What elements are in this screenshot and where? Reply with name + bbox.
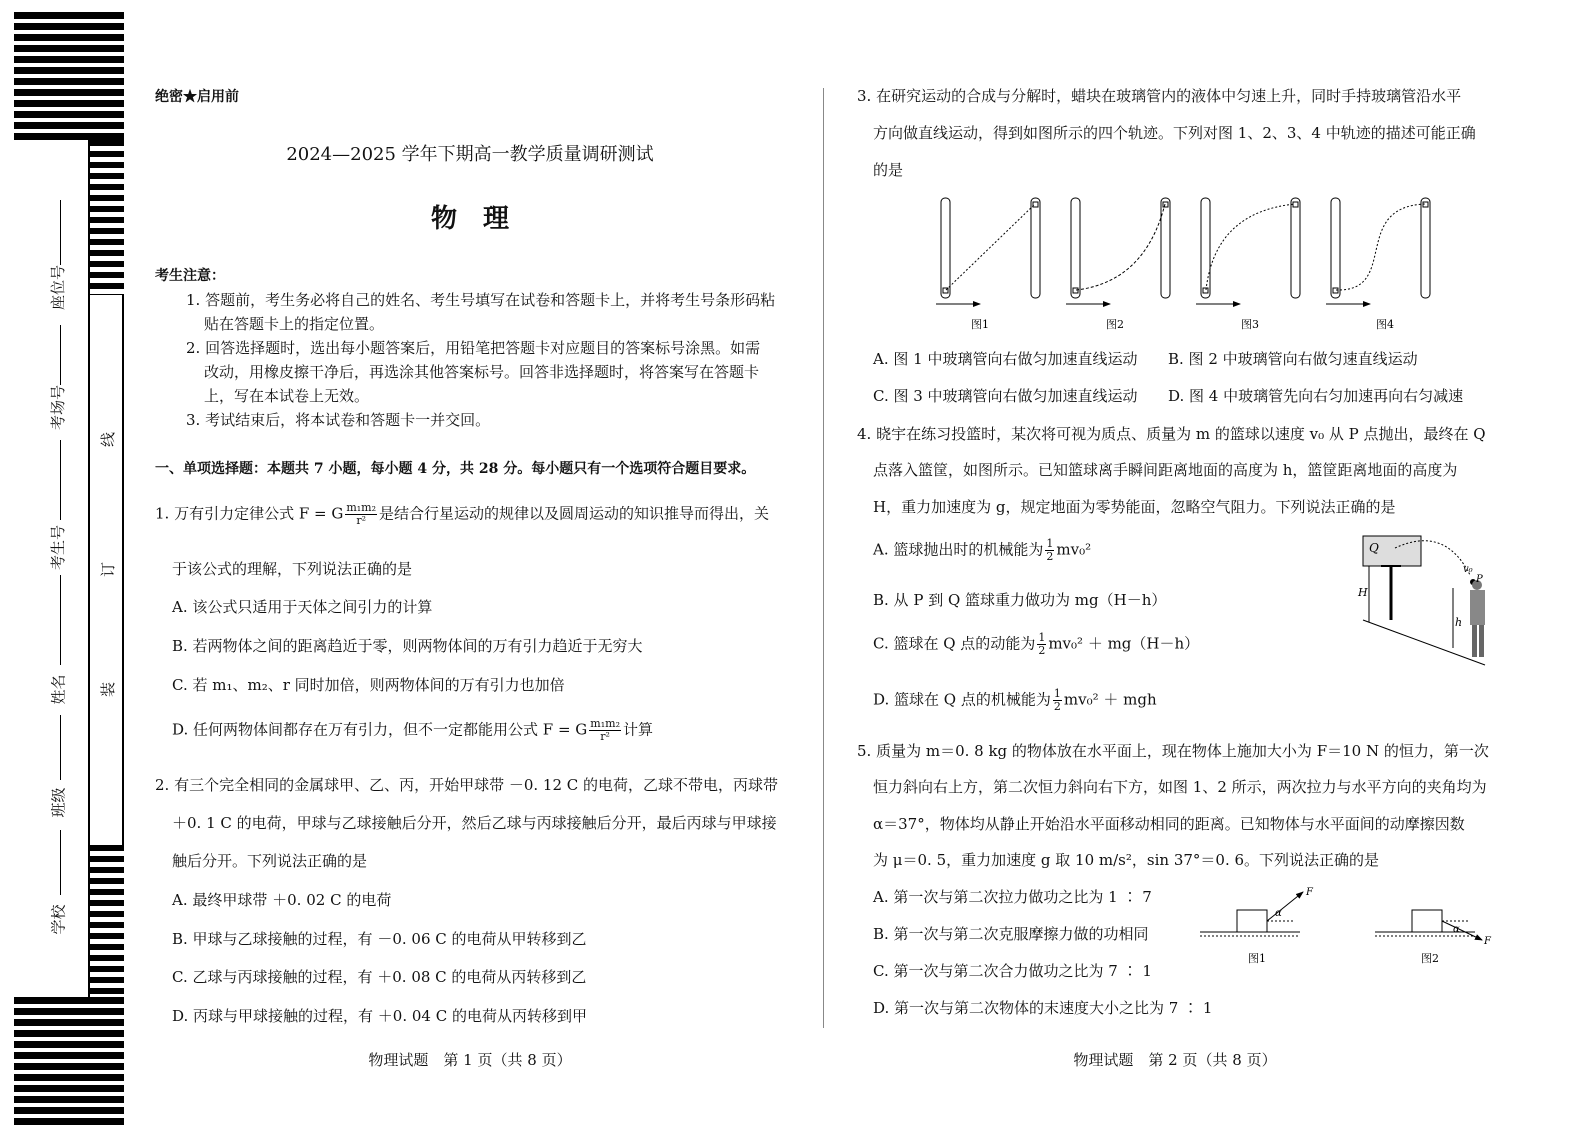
barcode-bar — [14, 122, 124, 129]
question-5-stem: 5. 质量为 m＝0. 8 kg 的物体放在水平面上，现在物体上施加大小为 F＝10 N 的恒力，第一次 — [857, 742, 1489, 760]
force-figure-2 — [1370, 882, 1495, 972]
question-4-stem: 4. 晓宇在练习投篮时，某次将可视为质点、质量为 m 的篮球以速度 v₀ 从 P 点抛出，最终在 Q — [857, 425, 1486, 443]
trajectory-figure-2 — [1066, 198, 1170, 304]
question-1-option-d: D. 任何两物体间都存在万有引力，但不一定都能用公式 F = G $\frac{\text{m₁m₂}}{\text{r²}}$ 计算 — [172, 717, 653, 743]
school-line[interactable] — [60, 830, 61, 895]
exam-room-label: 考场号 — [49, 384, 68, 431]
question-3-stem-line3: 的是 — [873, 161, 904, 179]
question-5-stem-line4: 为 μ＝0. 5，重力加速度 g 取 10 m/s²，sin 37°＝0. 6。下列说法正确的是 — [873, 851, 1380, 869]
question-2-option-d: D. 丙球与甲球接触的过程，有 ＋0. 04 C 的电荷从丙转移到甲 — [172, 1007, 587, 1025]
label-h: h — [1455, 616, 1463, 629]
basketball-figure — [1355, 530, 1500, 670]
question-2-stem: 2. 有三个完全相同的金属球甲、乙、丙，开始甲球带 －0. 12 C 的电荷，乙球不带电，丙球带 — [155, 776, 779, 794]
page-divider — [823, 88, 824, 1028]
notice-title: 考生注意： — [155, 268, 225, 284]
barcode-bar — [14, 56, 124, 63]
trajectory-figure-3 — [1196, 198, 1300, 304]
label-v0: v₀ — [1463, 564, 1473, 575]
binding-rule — [122, 295, 124, 845]
barcode-bar — [14, 34, 124, 41]
question-3-figure — [930, 192, 1450, 337]
class-line[interactable] — [60, 715, 61, 780]
page-2-footer: 物理试题 第 2 页（共 8 页） — [1073, 1051, 1277, 1069]
question-3-stem: 3. 在研究运动的合成与分解时，蜡块在玻璃管内的液体中匀速上升，同时手持玻璃管沿水平 — [857, 87, 1462, 105]
barcode-bar — [14, 12, 124, 19]
secret-tag: 绝密★启用前 — [155, 89, 239, 105]
notice-item: 2. 回答选择题时，选出每小题答案后，用铅笔把答题卡对应题目的答案标号涂黑。如需 — [186, 339, 761, 357]
section-title: 一、单项选择题：本题共 7 小题，每小题 4 分，共 28 分。每小题只有一个选项符合题目要求。 — [155, 461, 756, 477]
notice-item: 1. 答题前，考生务必将自己的姓名、考生号填写在试卷和答题卡上，并将考生号条形码粘 — [186, 291, 776, 309]
question-5-stem-line2: 恒力斜向右上方，第二次恒力斜向右下方，如图 1、2 所示，两次拉力与水平方向的夹角均为 — [873, 778, 1487, 796]
question-1-option-b: B. 若两物体之间的距离趋近于零，则两物体间的万有引力趋近于无穷大 — [172, 637, 643, 655]
question-5-option-a: A. 第一次与第二次拉力做功之比为 1 ∶ 7 — [873, 888, 1152, 906]
question-4-option-b: B. 从 P 到 Q 篮球重力做功为 mg（H－h） — [873, 591, 1167, 609]
question-3-stem-line2: 方向做直线运动，得到如图所示的四个轨迹。下列对图 1、2、3、4 中轨迹的描述可能正确 — [873, 124, 1476, 142]
notice-item: 上，写在本试卷上无效。 — [204, 387, 370, 405]
force-label-F: F — [1484, 936, 1491, 947]
barcode-column-lower — [90, 845, 124, 995]
barcode-block-bottom — [14, 997, 124, 1125]
candidate-number-line[interactable] — [60, 440, 61, 520]
figure-1-label: 图1 — [971, 318, 989, 331]
question-2-option-b: B. 甲球与乙球接触的过程，有 －0. 06 C 的电荷从甲转移到乙 — [172, 930, 587, 948]
label-Q: Q — [1369, 541, 1379, 555]
question-4-stem-line3: H，重力加速度为 g，规定地面为零势能面，忽略空气阻力。下列说法正确的是 — [873, 498, 1396, 516]
question-2-stem-line2: ＋0. 1 C 的电荷，甲球与乙球接触后分开，然后乙球与丙球接触后分开，最后丙球与甲球接 — [172, 814, 777, 832]
label-H: H — [1358, 586, 1368, 599]
question-4-stem-line2: 点落入篮筐，如图所示。已知篮球离手瞬间距离地面的高度为 h，篮筐距离地面的高度为 — [873, 461, 1458, 479]
notice-item: 改动，用橡皮擦干净后，再选涂其他答案标号。回答非选择题时，将答案写在答题卡 — [204, 363, 760, 381]
question-3-option-b: B. 图 2 中玻璃管向右做匀速直线运动 — [1168, 350, 1418, 368]
question-5-option-c: C. 第一次与第二次合力做功之比为 7 ∶ 1 — [873, 962, 1152, 980]
force-figure-1 — [1195, 882, 1313, 972]
notice-item: 3. 考试结束后，将本试卷和答题卡一并交回。 — [186, 411, 491, 429]
question-2-stem-line3: 触后分开。下列说法正确的是 — [172, 852, 368, 870]
notice-item: 贴在答题卡上的指定位置。 — [204, 315, 385, 333]
candidate-number-label: 考生号 — [49, 524, 68, 571]
subject-title: 物 理 — [430, 204, 509, 234]
force-label-F: F — [1306, 887, 1313, 898]
barcode-bar — [14, 23, 124, 30]
cut-mark-line: 线 — [99, 431, 118, 448]
barcode-bar — [14, 133, 124, 140]
seat-number-label: 座位号 — [49, 264, 68, 311]
class-label: 班级 — [49, 787, 68, 818]
question-1-option-c: C. 若 m₁、m₂、r 同时加倍，则两物体间的万有引力也加倍 — [172, 676, 565, 694]
barcode-bar — [14, 100, 124, 107]
question-4-option-d: D. 篮球在 Q 点的机械能为 $\frac{1}{2}$ mv₀² ＋ mgh — [873, 687, 1157, 713]
label-P: P — [1476, 574, 1483, 585]
barcode-bar — [14, 89, 124, 96]
figure-2-label: 图2 — [1106, 318, 1124, 331]
trajectory-figure-4 — [1326, 198, 1430, 304]
figure-4-label: 图4 — [1376, 318, 1394, 331]
angle-label-alpha: α — [1453, 924, 1460, 935]
question-4-option-a: A. 篮球抛出时的机械能为 $\frac{1}{2}$ mv₀² — [873, 537, 1092, 563]
page-1-footer: 物理试题 第 1 页（共 8 页） — [368, 1051, 572, 1069]
question-4-option-c: C. 篮球在 Q 点的动能为 $\frac{1}{2}$ mv₀² ＋ mg（H－h） — [873, 631, 1200, 657]
name-line[interactable] — [60, 575, 61, 665]
figure-1-caption: 图1 — [1248, 952, 1266, 965]
question-5-option-d: D. 第一次与第二次物体的末速度大小之比为 7 ∶ 1 — [873, 999, 1213, 1017]
question-1-stem-line2: 于该公式的理解，下列说法正确的是 — [172, 560, 413, 578]
barcode-bar — [14, 78, 124, 85]
question-2-option-c: C. 乙球与丙球接触的过程，有 ＋0. 08 C 的电荷从丙转移到乙 — [172, 968, 587, 986]
cut-mark-bind: 装 — [99, 681, 118, 698]
barcode-bar — [14, 67, 124, 74]
question-3-option-c: C. 图 3 中玻璃管向右做匀加速直线运动 — [873, 387, 1138, 405]
figure-2-caption: 图2 — [1421, 952, 1439, 965]
question-2-option-a: A. 最终甲球带 ＋0. 02 C 的电荷 — [172, 891, 392, 909]
school-label: 学校 — [49, 904, 68, 935]
barcode-bar — [14, 45, 124, 52]
barcode-column-upper — [90, 140, 124, 295]
seat-number-line[interactable] — [60, 200, 61, 265]
name-label: 姓名 — [49, 674, 68, 705]
question-1-stem: 1. 万有引力定律公式 F = G $\frac{\text{m₁m₂}}{\text{r²}}$ 是结合行星运动的规律以及圆周运动的知识推导而得出，关 — [155, 501, 770, 527]
question-5-stem-line3: α＝37°，物体均从静止开始沿水平面移动相同的距离。已知物体与水平面间的动摩擦因数 — [873, 815, 1465, 833]
angle-label-alpha: α — [1275, 908, 1282, 919]
trajectory-figure-1 — [936, 198, 1040, 304]
question-3-option-d: D. 图 4 中玻璃管先向右匀加速再向右匀减速 — [1168, 387, 1464, 405]
barcode-bar — [14, 111, 124, 118]
question-3-option-a: A. 图 1 中玻璃管向右做匀加速直线运动 — [873, 350, 1138, 368]
question-5-option-b: B. 第一次与第二次克服摩擦力做的功相同 — [873, 925, 1149, 943]
exam-title: 2024—2025 学年下期高一教学质量调研测试 — [286, 144, 654, 165]
question-1-option-a: A. 该公式只适用于天体之间引力的计算 — [172, 598, 433, 616]
exam-room-line[interactable] — [60, 325, 61, 385]
cut-mark-staple: 订 — [99, 561, 118, 578]
figure-3-label: 图3 — [1241, 318, 1259, 331]
